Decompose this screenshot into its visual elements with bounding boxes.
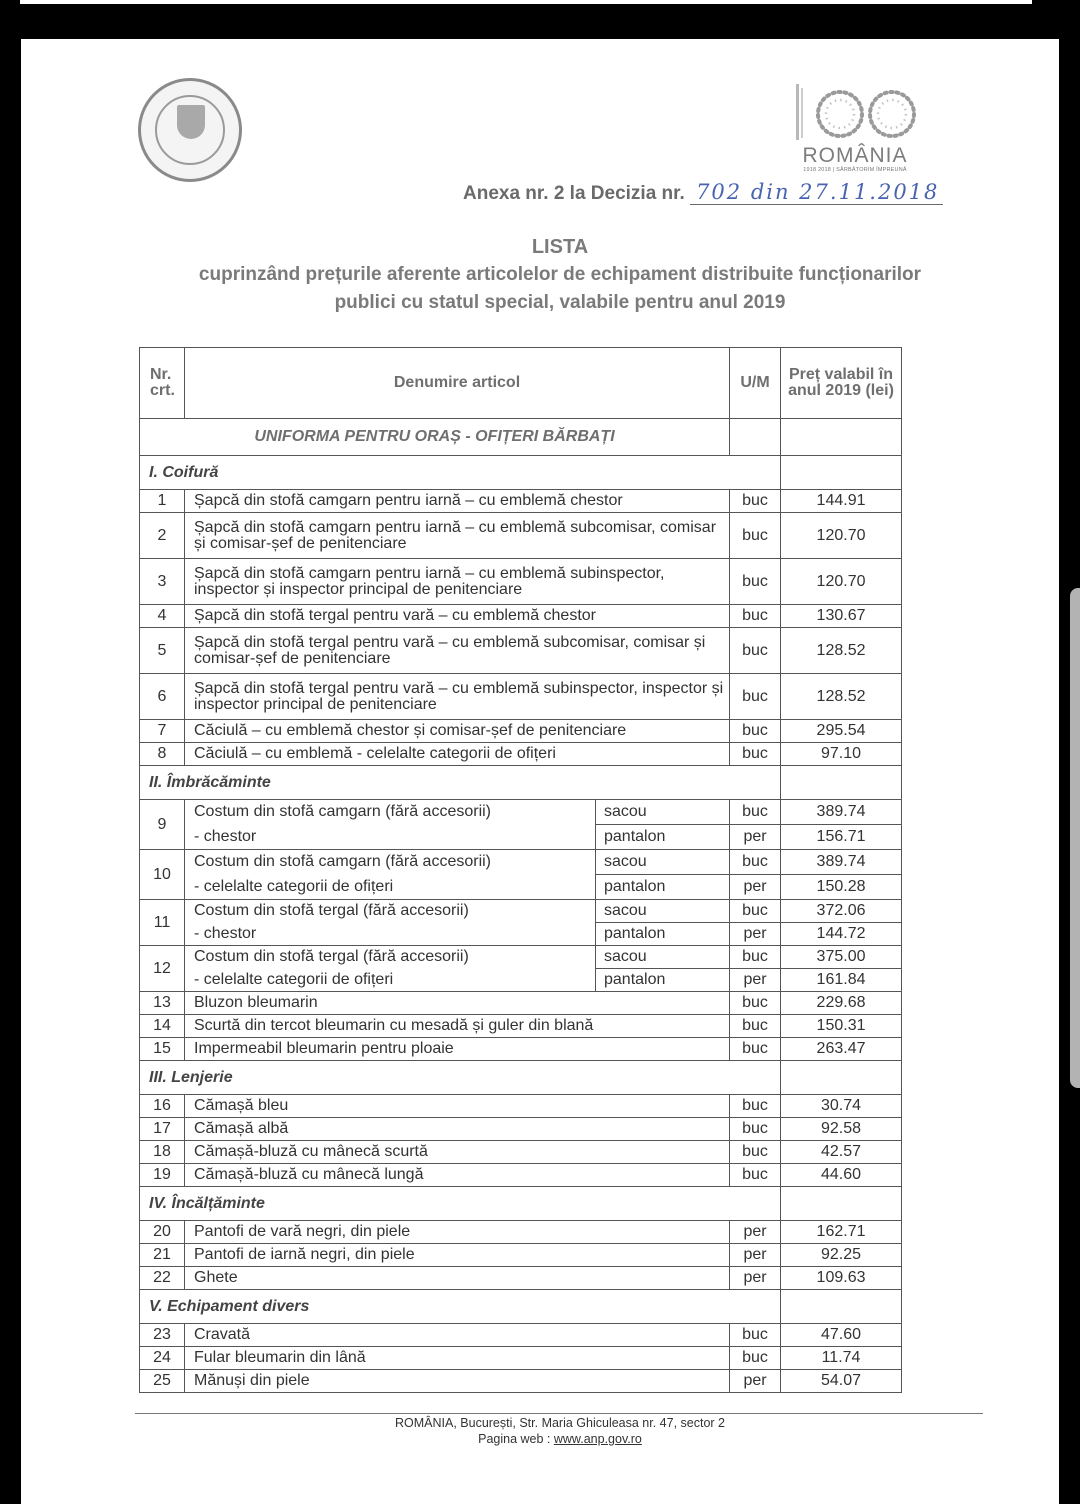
table-row-split	[140, 850, 902, 875]
row-nr: 25	[140, 1370, 185, 1393]
row-name: Șapcă din stofă tergal pentru vară – cu emblemă chestor	[185, 605, 730, 628]
row-price: 130.67	[781, 605, 902, 628]
row-name: Șapcă din stofă tergal pentru vară – cu emblemă subcomisar, comisar și comisar-șef de penitenciare	[185, 628, 730, 674]
row-um: buc	[730, 1164, 781, 1187]
table-row	[140, 1015, 902, 1038]
row-um: per	[730, 1267, 781, 1290]
section-label: II. Îmbrăcăminte	[140, 766, 781, 800]
row-nr: 3	[140, 559, 185, 605]
row-name-cont: - celelalte categorii de ofițeri	[185, 875, 596, 900]
table-row	[140, 513, 902, 559]
row-name: Căciulă – cu emblemă chestor și comisar-șef de penitenciare	[185, 720, 730, 743]
empty-cell	[781, 766, 902, 800]
row-nr: 8	[140, 743, 185, 766]
row-um: buc	[730, 1118, 781, 1141]
table-row	[140, 992, 902, 1015]
footer-divider	[135, 1413, 983, 1414]
document-subtitle-line2: publici cu statul special, valabile pentru anul 2019	[334, 292, 786, 313]
row-part: sacou	[596, 800, 730, 825]
row-um: buc	[730, 674, 781, 720]
row-price: 42.57	[781, 1141, 902, 1164]
row-name: Costum din stofă camgarn (fără accesorii)	[185, 800, 596, 825]
row-nr: 4	[140, 605, 185, 628]
row-price: 47.60	[781, 1324, 902, 1347]
empty-cell	[781, 1290, 902, 1324]
row-nr: 2	[140, 513, 185, 559]
section-row	[140, 1290, 902, 1324]
row-price: 30.74	[781, 1095, 902, 1118]
row-price: 128.52	[781, 674, 902, 720]
row-name: Bluzon bleumarin	[185, 992, 730, 1015]
section-label: III. Lenjerie	[140, 1061, 781, 1095]
row-price: 97.10	[781, 743, 902, 766]
row-nr: 13	[140, 992, 185, 1015]
row-nr: 12	[140, 946, 185, 992]
row-price: 156.71	[781, 825, 902, 850]
row-name: Cămașă albă	[185, 1118, 730, 1141]
row-um: buc	[730, 490, 781, 513]
row-um: per	[730, 969, 781, 992]
row-price: 161.84	[781, 969, 902, 992]
row-price: 375.00	[781, 946, 902, 969]
row-um: buc	[730, 743, 781, 766]
row-um: buc	[730, 850, 781, 875]
table-row-split	[140, 825, 902, 850]
row-price: 120.70	[781, 559, 902, 605]
row-name: Costum din stofă tergal (fără accesorii)	[185, 900, 596, 923]
row-price: 92.58	[781, 1118, 902, 1141]
row-price: 109.63	[781, 1267, 902, 1290]
row-nr: 22	[140, 1267, 185, 1290]
table-row	[140, 1095, 902, 1118]
table-row	[140, 1370, 902, 1393]
table-row-split	[140, 800, 902, 825]
table-header-row	[140, 348, 902, 419]
row-name: Pantofi de vară negri, din piele	[185, 1221, 730, 1244]
table-row	[140, 1267, 902, 1290]
table-row	[140, 1244, 902, 1267]
row-part: pantalon	[596, 875, 730, 900]
row-part: sacou	[596, 850, 730, 875]
row-nr: 16	[140, 1095, 185, 1118]
footer-web-label: Pagina web :	[478, 1432, 554, 1446]
centenary-word: ROMÂNIA	[802, 144, 908, 167]
row-um: buc	[730, 513, 781, 559]
row-um: per	[730, 825, 781, 850]
row-nr: 18	[140, 1141, 185, 1164]
table-row	[140, 1347, 902, 1370]
centenary-100-icon	[788, 80, 928, 144]
row-name: Șapcă din stofă camgarn pentru iarnă – cu emblemă subinspector, inspector și inspector principal de penitenciare	[185, 559, 730, 605]
section-row	[140, 1187, 902, 1221]
price-table	[139, 347, 902, 1393]
row-name-cont: - celelalte categorii de ofițeri	[185, 969, 596, 992]
row-um: per	[730, 1244, 781, 1267]
row-um: buc	[730, 1141, 781, 1164]
row-nr: 1	[140, 490, 185, 513]
row-um: per	[730, 923, 781, 946]
romania-centenary-logo	[788, 80, 928, 175]
empty-cell	[730, 419, 781, 456]
scrollbar-handle[interactable]	[1070, 588, 1080, 1088]
row-price: 144.72	[781, 923, 902, 946]
centenary-tagline: 1918 2018 | SĂRBĂTORIM ÎMPREUNĂ	[803, 167, 907, 173]
row-nr: 17	[140, 1118, 185, 1141]
table-row	[140, 674, 902, 720]
row-nr: 24	[140, 1347, 185, 1370]
row-nr: 19	[140, 1164, 185, 1187]
row-price: 144.91	[781, 490, 902, 513]
row-nr: 15	[140, 1038, 185, 1061]
header-nr: Nr. crt.	[140, 348, 185, 419]
row-name: Costum din stofă camgarn (fără accesorii)	[185, 850, 596, 875]
row-name: Cămașă-bluză cu mânecă scurtă	[185, 1141, 730, 1164]
row-name: Căciulă – cu emblemă - celelalte categorii de ofițeri	[185, 743, 730, 766]
row-nr: 14	[140, 1015, 185, 1038]
row-price: 263.47	[781, 1038, 902, 1061]
row-um: buc	[730, 559, 781, 605]
row-name: Cravată	[185, 1324, 730, 1347]
row-name-cont: - chestor	[185, 825, 596, 850]
table-row-split	[140, 900, 902, 923]
row-name: Fular bleumarin din lână	[185, 1347, 730, 1370]
footer-address: ROMÂNIA, București, Str. Maria Ghiculeasa nr. 47, sector 2	[395, 1416, 725, 1430]
empty-cell	[781, 456, 902, 490]
row-name: Pantofi de iarnă negri, din piele	[185, 1244, 730, 1267]
row-name: Costum din stofă tergal (fără accesorii)	[185, 946, 596, 969]
table-row-split	[140, 969, 902, 992]
table-row	[140, 743, 902, 766]
row-nr: 7	[140, 720, 185, 743]
row-nr: 23	[140, 1324, 185, 1347]
row-name: Șapcă din stofă tergal pentru vară – cu emblemă subinspector, inspector și inspector principal de penitenciare	[185, 674, 730, 720]
row-price: 295.54	[781, 720, 902, 743]
empty-cell	[781, 1061, 902, 1095]
header-name: Denumire articol	[185, 348, 730, 419]
row-name: Impermeabil bleumarin pentru ploaie	[185, 1038, 730, 1061]
section-label: IV. Încălțăminte	[140, 1187, 781, 1221]
coat-of-arms-icon	[177, 105, 205, 139]
row-nr: 11	[140, 900, 185, 946]
ministry-seal-icon	[138, 78, 242, 182]
row-part: pantalon	[596, 825, 730, 850]
section-row	[140, 766, 902, 800]
row-name: Șapcă din stofă camgarn pentru iarnă – cu emblemă chestor	[185, 490, 730, 513]
uniform-title: UNIFORMA PENTRU ORAȘ - OFIȚERI BĂRBAȚI	[140, 419, 730, 456]
row-part: sacou	[596, 946, 730, 969]
row-nr: 20	[140, 1221, 185, 1244]
row-um: per	[730, 1370, 781, 1393]
row-nr: 10	[140, 850, 185, 900]
table-row	[140, 1038, 902, 1061]
row-name: Mănuși din piele	[185, 1370, 730, 1393]
document-subtitle-line1: cuprinzând prețurile aferente articolelor de echipament distribuite funcționarilor	[198, 264, 922, 285]
row-nr: 6	[140, 674, 185, 720]
table-row	[140, 490, 902, 513]
section-label: V. Echipament divers	[140, 1290, 781, 1324]
row-price: 150.31	[781, 1015, 902, 1038]
row-um: buc	[730, 900, 781, 923]
row-name: Cămașă bleu	[185, 1095, 730, 1118]
annex-reference	[463, 180, 943, 205]
row-price: 389.74	[781, 850, 902, 875]
row-part: pantalon	[596, 923, 730, 946]
empty-cell	[781, 1187, 902, 1221]
row-um: buc	[730, 1324, 781, 1347]
row-price: 162.71	[781, 1221, 902, 1244]
row-nr: 21	[140, 1244, 185, 1267]
row-name: Șapcă din stofă camgarn pentru iarnă – cu emblemă subcomisar, comisar și comisar-șef de penitenciare	[185, 513, 730, 559]
row-nr: 5	[140, 628, 185, 674]
row-price: 372.06	[781, 900, 902, 923]
row-price: 11.74	[781, 1347, 902, 1370]
table-row-split	[140, 923, 902, 946]
row-um: per	[730, 1221, 781, 1244]
table-row	[140, 1141, 902, 1164]
row-price: 229.68	[781, 992, 902, 1015]
row-price: 150.28	[781, 875, 902, 900]
document-title: LISTA	[531, 236, 589, 258]
row-price: 128.52	[781, 628, 902, 674]
table-row	[140, 628, 902, 674]
footer-web	[130, 1432, 990, 1446]
row-price: 54.07	[781, 1370, 902, 1393]
row-price: 44.60	[781, 1164, 902, 1187]
row-price: 92.25	[781, 1244, 902, 1267]
row-um: per	[730, 875, 781, 900]
annex-handwritten-number: 702 din 27.11.2018	[690, 180, 943, 205]
table-row-split	[140, 875, 902, 900]
header-price: Preț valabil în anul 2019 (lei)	[781, 348, 902, 419]
row-name-cont: - chestor	[185, 923, 596, 946]
row-part: sacou	[596, 900, 730, 923]
row-name: Scurtă din tercot bleumarin cu mesadă și guler din blană	[185, 1015, 730, 1038]
table-row	[140, 559, 902, 605]
table-row	[140, 1221, 902, 1244]
section-label: I. Coifură	[140, 456, 781, 490]
uniform-title-row	[140, 419, 902, 456]
section-row	[140, 456, 902, 490]
row-price: 389.74	[781, 800, 902, 825]
top-strip	[20, 0, 1032, 4]
row-um: buc	[730, 800, 781, 825]
row-part: pantalon	[596, 969, 730, 992]
row-nr: 9	[140, 800, 185, 850]
row-um: buc	[730, 1015, 781, 1038]
annex-label: Anexa nr. 2 la Decizia nr.	[463, 183, 685, 204]
empty-cell	[781, 419, 902, 456]
row-um: buc	[730, 946, 781, 969]
row-name: Ghete	[185, 1267, 730, 1290]
row-um: buc	[730, 720, 781, 743]
table-row	[140, 1324, 902, 1347]
row-um: buc	[730, 1347, 781, 1370]
row-um: buc	[730, 628, 781, 674]
section-row	[140, 1061, 902, 1095]
table-row-split	[140, 946, 902, 969]
row-um: buc	[730, 1095, 781, 1118]
table-row	[140, 1164, 902, 1187]
table-row	[140, 605, 902, 628]
row-name: Cămașă-bluză cu mânecă lungă	[185, 1164, 730, 1187]
table-row	[140, 1118, 902, 1141]
row-price: 120.70	[781, 513, 902, 559]
row-um: buc	[730, 992, 781, 1015]
footer-web-link[interactable]: www.anp.gov.ro	[553, 1432, 642, 1446]
table-row	[140, 720, 902, 743]
row-um: buc	[730, 605, 781, 628]
row-um: buc	[730, 1038, 781, 1061]
header-um: U/M	[730, 348, 781, 419]
